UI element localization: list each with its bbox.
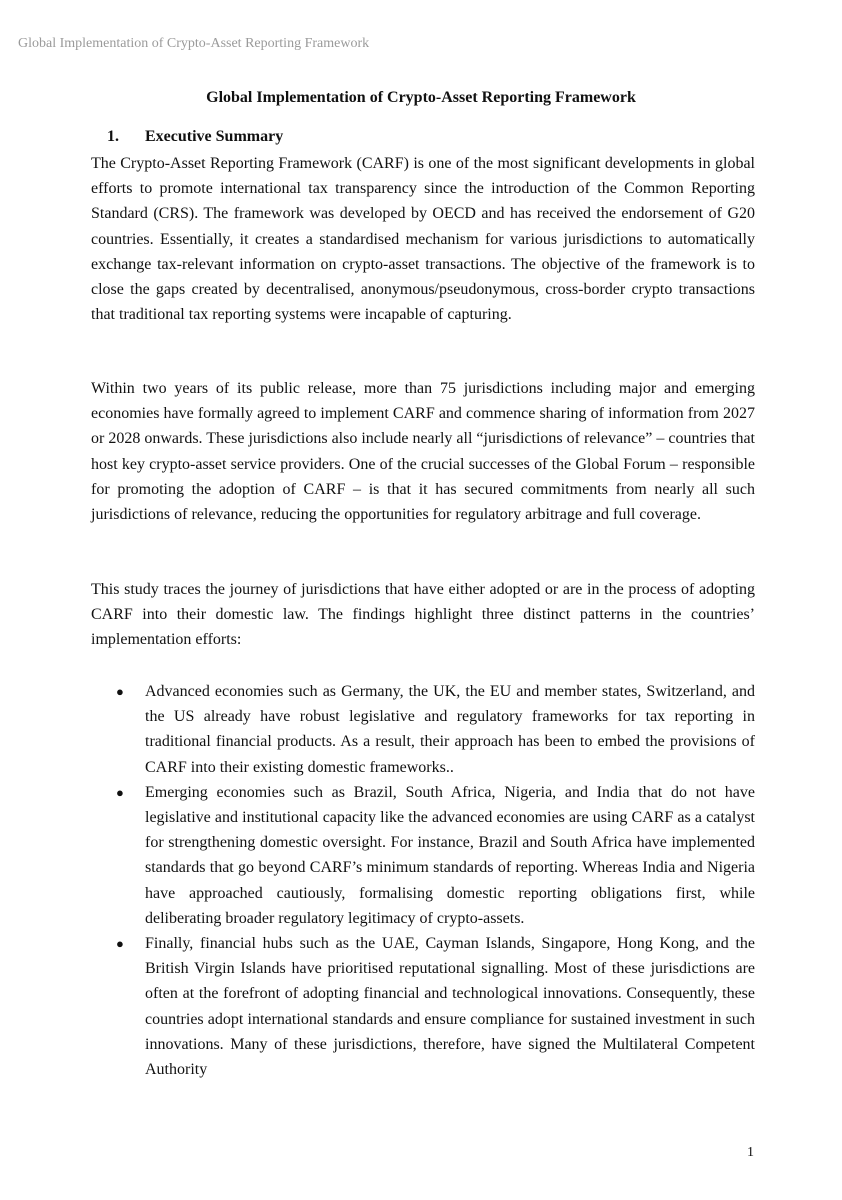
bullet-icon: ● [116,936,124,952]
bullet-icon: ● [116,784,124,800]
section-heading [107,128,283,146]
running-header: Global Implementation of Crypto-Asset Reporting Framework [18,36,370,51]
section-number: 1. [107,128,119,145]
section-title: Executive Summary [145,128,284,145]
list-item-text: Finally, financial hubs such as the UAE, Cayman Islands, Singapore, Hong Kong, and the British Virgin Islands have prioritised reputational signalling. Most of these jurisdictions are often at the forefront of adopting financial and technological innovations. Consequently, these countries adopt international standards and ensure compliance for sustained investment in such innovations. Many of these jurisdictions, therefore, have signed the Multilateral Competent Authority [145,935,755,1079]
list-item [91,679,755,780]
paragraph-overview: The Crypto-Asset Reporting Framework (CARF) is one of the most significant developments in global efforts to promote international tax transparency since the introduction of the Common Reporting Standard (CRS). The framework was developed by OECD and has received the endorsement of G20 countries. Essentially, it creates a standardised mechanism for various jurisdictions to automatically exchange tax-relevant information on crypto-asset transactions. The objective of the framework is to close the gaps created by decentralised, anonymous/pseudonymous, cross-border crypto transactions that traditional tax reporting systems were incapable of capturing. [91,155,755,324]
bullet-icon: ● [116,684,124,699]
findings-list [91,679,755,1082]
page-number: 1 [747,1145,754,1160]
list-item [91,931,755,1082]
document-title: Global Implementation of Crypto-Asset Reporting Framework [206,89,636,106]
list-item-text: Emerging economies such as Brazil, South Africa, Nigeria, and India that do not have legislative and institutional capacity like the advanced economies are using CARF as a catalyst for strengthening domestic oversight. For instance, Brazil and South Africa have implemented standards that go beyond CARF’s minimum standards of reporting. Whereas India and Nigeria have approached cautiously, formalising domestic reporting obligations first, while deliberating broader regulatory legitimacy of crypto-assets. [145,783,755,927]
list-item-text: Advanced economies such as Germany, the UK, the EU and member states, Switzerland, and the US already have robust legislative and regulatory frameworks for tax reporting in traditional financial products. As a result, their approach has been to embed the provisions of CARF into their existing domestic frameworks.. [145,683,755,776]
list-item [91,780,755,931]
paragraph-study-scope: This study traces the journey of jurisdictions that have either adopted or are in the process of adopting CARF into their domestic law. The findings highlight three distinct patterns in the countries’ implementation efforts: [91,581,755,649]
paragraph-adoption: Within two years of its public release, more than 75 jurisdictions including major and emerging economies have formally agreed to implement CARF and commence sharing of information from 2027 or 2028 onwards. These jurisdictions also include nearly all “jurisdictions of relevance” – countries that host key crypto-asset service providers. One of the crucial successes of the Global Forum – responsible for promoting the adoption of CARF – is that it has secured commitments from nearly all such jurisdictions of relevance, reducing the opportunities for regulatory arbitrage and full coverage. [91,380,755,524]
